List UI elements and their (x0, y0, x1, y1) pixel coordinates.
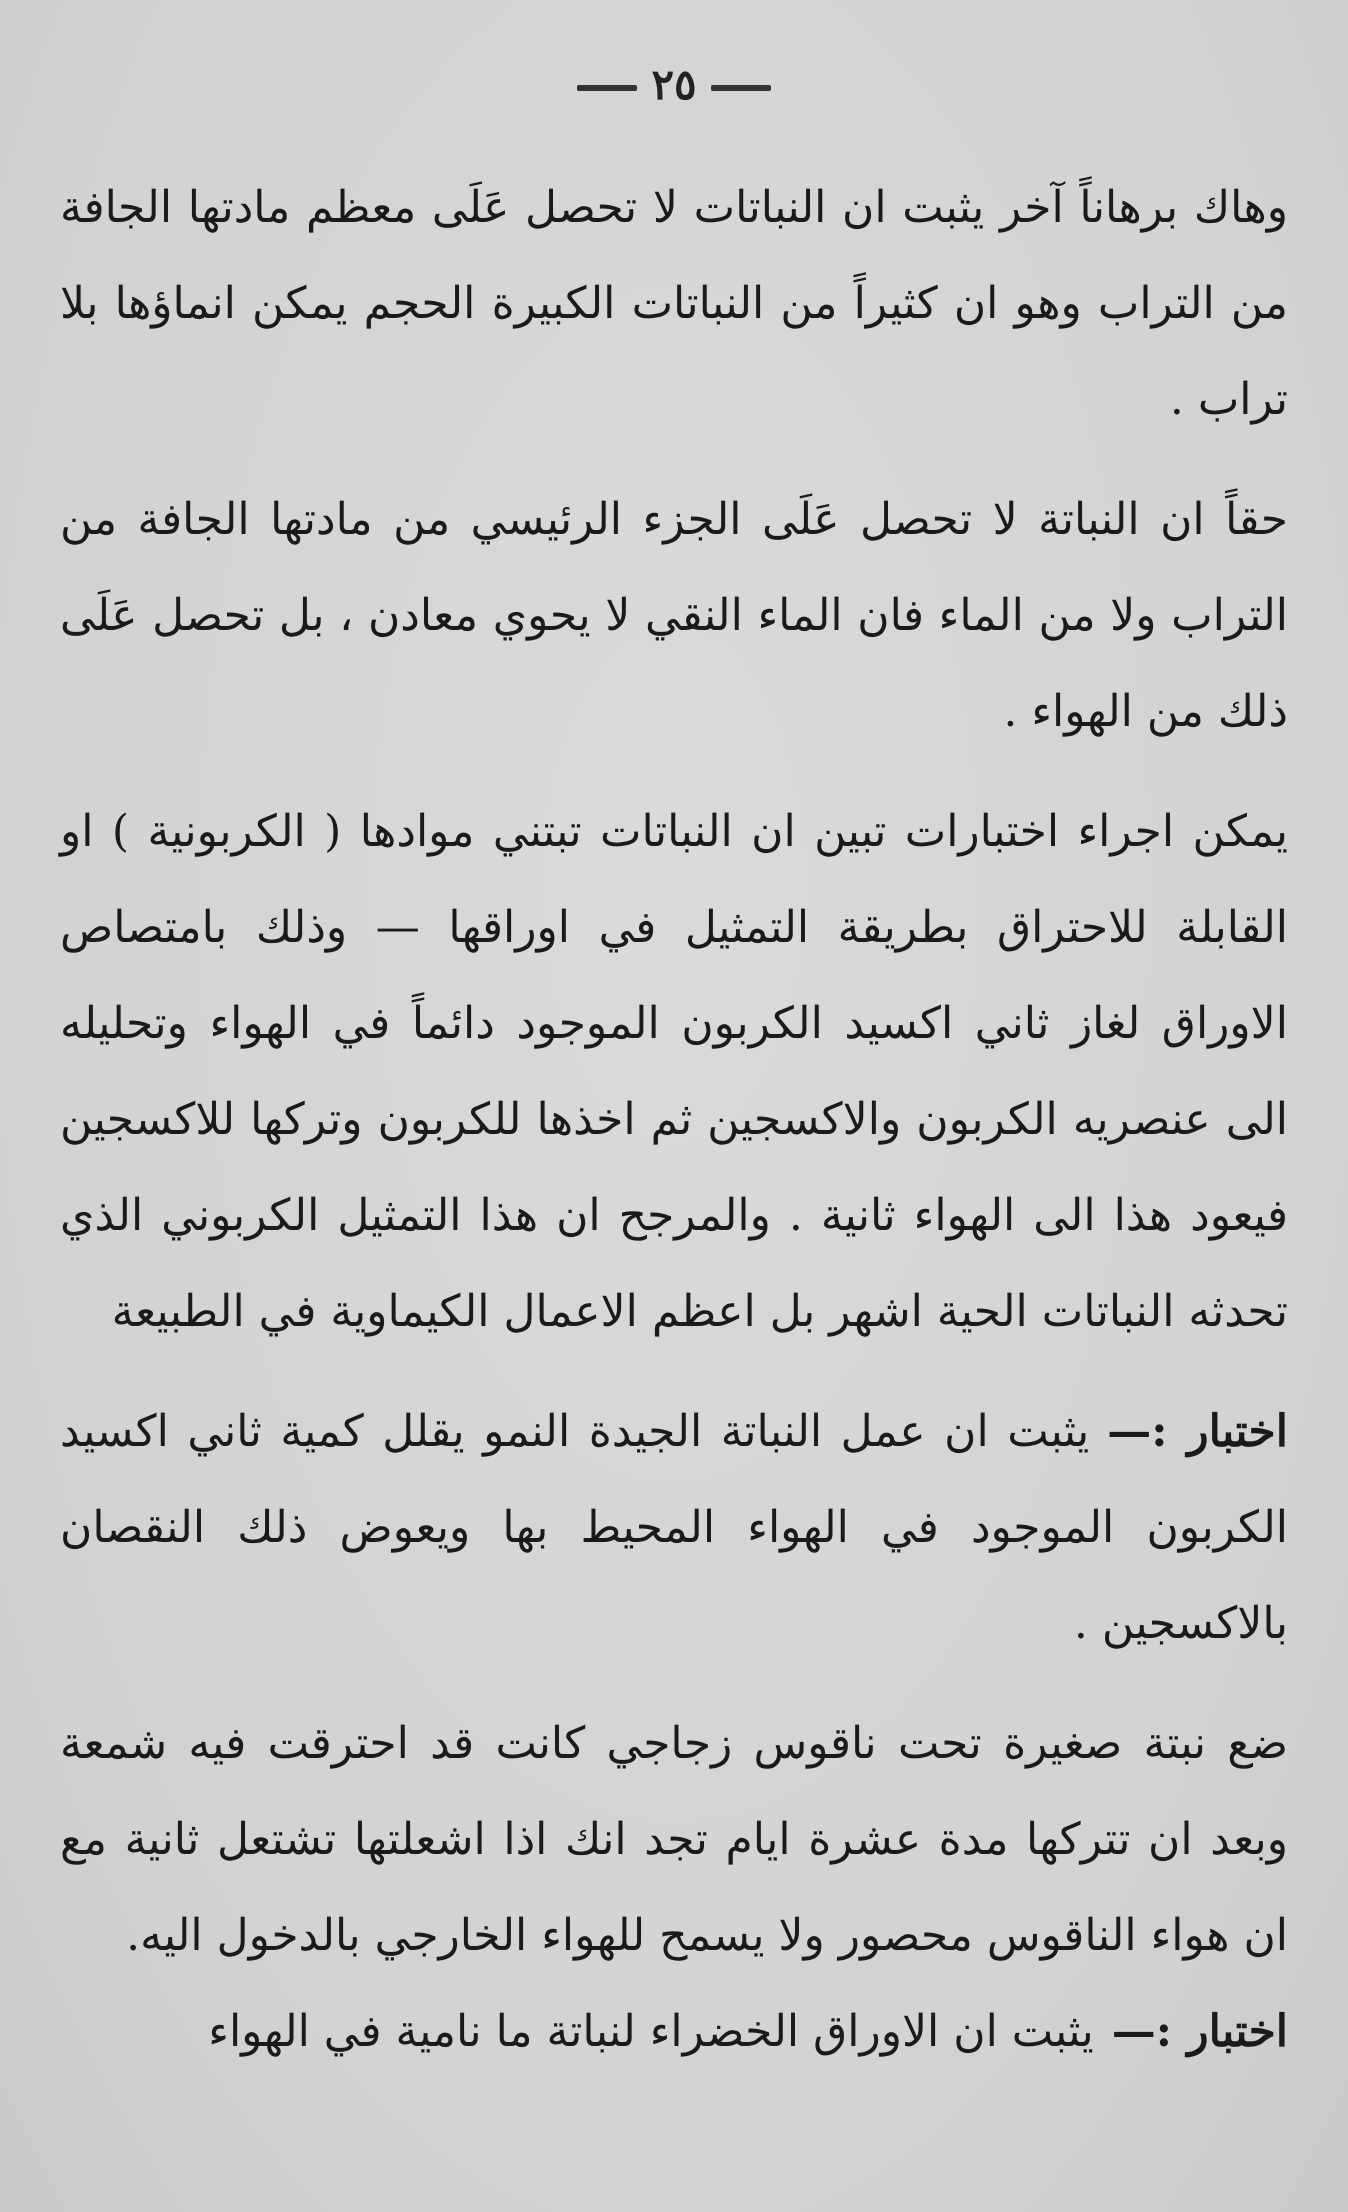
paragraph-4 (60, 1384, 1288, 1672)
paragraph-6-text: يثبت ان الاوراق الخضراء لنباتة ما نامية في الهواء (208, 2006, 1094, 2057)
paragraph-1 (60, 160, 1288, 448)
paragraph-6 (60, 1984, 1288, 2080)
experiment-label-2: اختبار :— (1111, 2006, 1288, 2057)
header-dash-left (577, 85, 637, 91)
experiment-label-1: اختبار :— (1107, 1406, 1288, 1457)
paragraph-4-text: يثبت ان عمل النباتة الجيدة النمو يقلل كمية ثاني اكسيد الكربون الموجود في الهواء المحيط بها ويعوض ذلك النقصان بالاكسجين . (60, 1406, 1288, 1649)
paragraph-3-text: يمكن اجراء اختبارات تبين ان النباتات تبتني موادها ( الكربونية ) او القابلة للاحتراق بطريقة التمثيل في اوراقها — وذلك بامتصاص الاوراق لغاز ثاني اكسيد الكربون الموجود دائماً في الهواء وتحليله الى عنصريه الكربون والاكسجين ثم اخذها للكربون وتركها للاكسجين فيعود هذا الى الهواء ثانية . والمرجح ان هذا التمثيل الكربوني الذي تحدثه النباتات الحية اشهر بل اعظم الاعمال الكيماوية في الطبيعة (60, 806, 1288, 1337)
page-number: ٢٥ (651, 60, 697, 109)
paragraph-2-text: حقاً ان النباتة لا تحصل عَلَى الجزء الرئيسي من مادتها الجافة من التراب ولا من الماء فان الماء النقي لا يحوي معادن ، بل تحصل عَلَى ذلك من الهواء . (60, 494, 1288, 737)
header-dash-right (711, 85, 771, 91)
paragraph-3 (60, 784, 1288, 1360)
page-header (60, 50, 1288, 120)
paragraph-5-text: ضع نبتة صغيرة تحت ناقوس زجاجي كانت قد احترقت فيه شمعة وبعد ان تتركها مدة عشرة ايام تجد انك اذا اشعلتها تشتعل ثانية مع ان هواء الناقوس محصور ولا يسمح للهواء الخارجي بالدخول اليه. (60, 1718, 1288, 1961)
paragraph-5 (60, 1696, 1288, 1984)
paragraph-1-text: وهاك برهاناً آخر يثبت ان النباتات لا تحصل عَلَى معظم مادتها الجافة من التراب وهو ان كثيراً من النباتات الكبيرة الحجم يمكن انماؤها بلا تراب . (60, 182, 1288, 425)
paragraph-2 (60, 472, 1288, 760)
